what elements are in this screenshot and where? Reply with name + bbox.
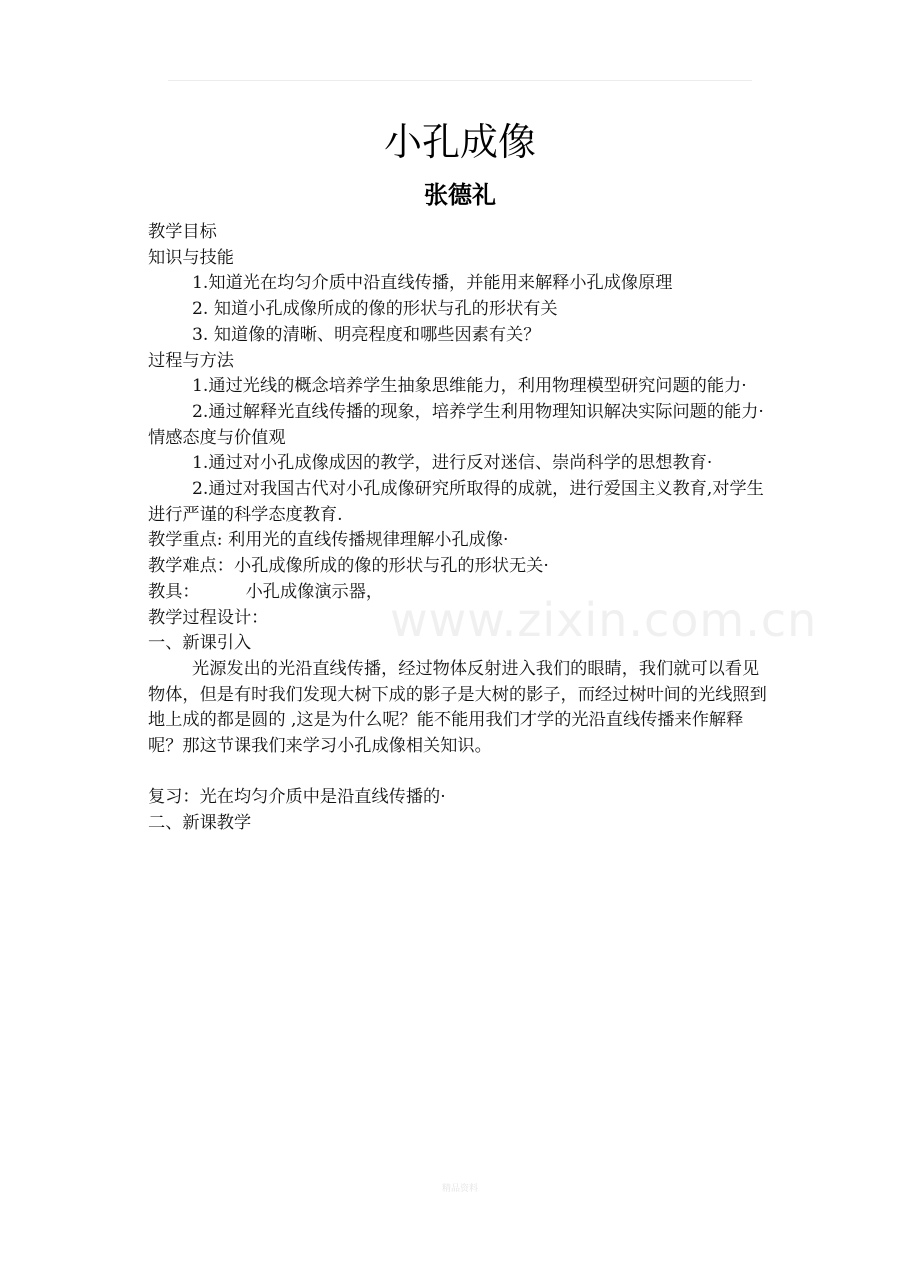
process-methods-heading: 过程与方法	[148, 350, 234, 371]
process-item: 2.通过解释光直线传播的现象，培养学生利用物理知识解决实际问题的能力·	[192, 401, 764, 422]
knowledge-skills-heading: 知识与技能	[148, 247, 234, 268]
header-rule	[168, 80, 752, 81]
knowledge-item: 1.知道光在均匀介质中沿直线传播，并能用来解释小孔成像原理	[192, 273, 673, 294]
tools-label: 教具：	[148, 581, 200, 602]
teaching-goals-heading: 教学目标	[148, 222, 217, 242]
tools-value: 小孔成像演示器，	[245, 581, 384, 602]
review-line: 复习：光在均匀介质中是沿直线传播的·	[148, 787, 446, 808]
emotion-values-heading: 情感态度与价值观	[148, 427, 286, 448]
intro-paragraph: 光源发出的光沿直线传播，经过物体反射进入我们的眼睛，我们就可以看见物体，但是有时我们发现大树下成的影子是大树的影子，而经过树叶间的光线照到地上成的都是圆的 ,这是为什么呢？能不能用我们才学的光沿直线传播来作解释呢？那这节课我们来学习小孔成像相关知识。	[148, 658, 767, 757]
watermark: www.zixin.com.cn	[390, 593, 818, 647]
process-item: 1.通过光线的概念培养学生抽象思维能力，利用物理模型研究问题的能力·	[192, 376, 747, 397]
document-body	[148, 220, 776, 837]
knowledge-item: 3. 知道像的清晰、明亮程度和哪些因素有关？	[192, 324, 541, 345]
blank-line	[148, 760, 776, 786]
section-two-heading: 二、新课教学	[148, 813, 252, 834]
difficulty-line: 教学难点：小孔成像所成的像的形状与孔的形状无关·	[148, 556, 549, 577]
emotion-item: 1.通过对小孔成像成因的教学，进行反对迷信、崇尚科学的思想教育·	[192, 453, 713, 474]
author-name: 张德礼	[424, 181, 496, 209]
document-title: 小孔成像	[383, 120, 536, 164]
tools-line	[148, 580, 776, 606]
footer-mark: 精品资料	[441, 1184, 478, 1194]
section-one-heading: 一、新课引入	[148, 633, 252, 654]
emotion-item: 2.通过对我国古代对小孔成像研究所取得的成就，进行爱国主义教育,对学生进行严谨的科学态度教育.	[148, 479, 764, 525]
key-point-line: 教学重点: 利用光的直线传播规律理解小孔成像·	[148, 530, 509, 551]
process-design-heading: 教学过程设计：	[148, 607, 269, 628]
knowledge-item: 2. 知道小孔成像所成的像的形状与孔的形状有关	[192, 299, 558, 320]
